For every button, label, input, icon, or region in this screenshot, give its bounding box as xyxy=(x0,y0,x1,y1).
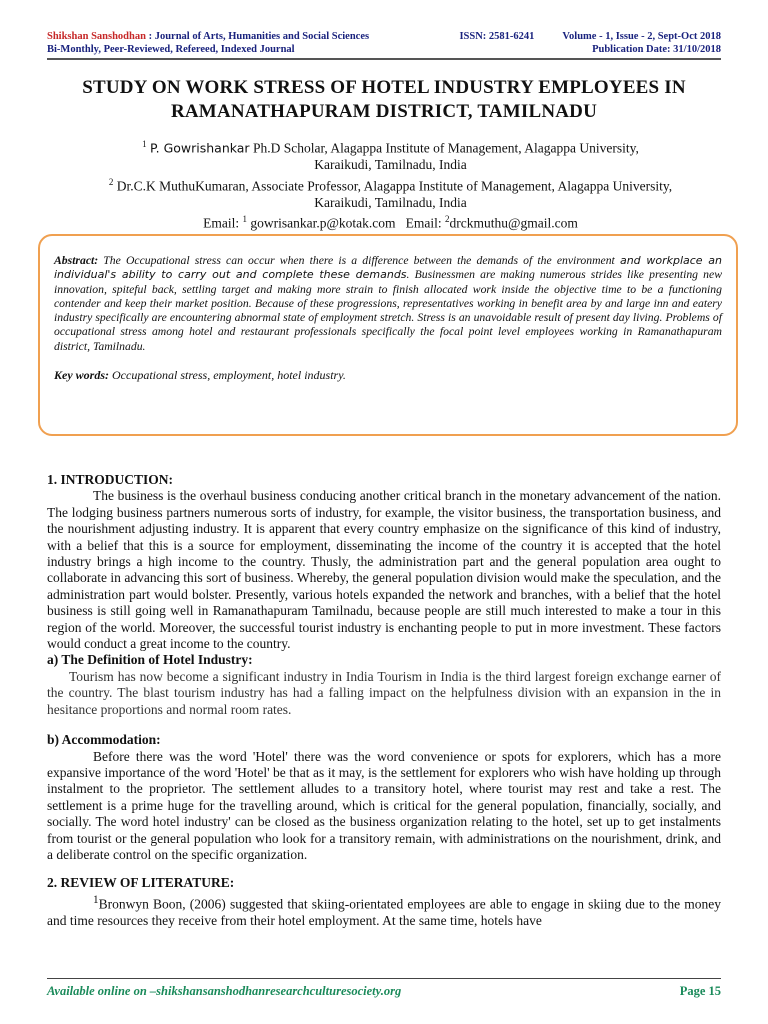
journal-name: Shikshan Sanshodhan xyxy=(47,31,146,42)
journal-subtitle: : Journal of Arts, Humanities and Social Sciences xyxy=(148,31,370,42)
publication-date: Publication Date: 31/10/2018 xyxy=(592,44,721,55)
page-footer xyxy=(47,984,721,999)
author-1-affiliation: Ph.D Scholar, Alagappa Institute of Management, Alagappa University, xyxy=(249,140,639,156)
accommodation-paragraph: Before there was the word 'Hotel' there was the word convenience or spots for explorers, which has a more expansive importance of the word 'Hotel' be that as it may, is the settlement for explorers who wish have holding up through instalment to the proprietor. The settlement alludes to a transitory hotel, where tourist may rest and take a rest. The settlement is a prime huge for the travelling around, which is critical for the general population, financially, socially, and socially. The word hotel industry' can be closed as the business organization relating to the hotel, set up to get instalments from tourist or the general population who look for a transitory remain, with administrations on the nourishment, drink, and a deliberate control on the specific organization. xyxy=(47,748,721,862)
section-heading-literature: 2. REVIEW OF LITERATURE: xyxy=(47,875,235,891)
abstract-label: Abstract: xyxy=(54,254,99,267)
availability-link[interactable]: Available online on –shikshansanshodhanresearchculturesociety.org xyxy=(47,984,402,998)
author-block xyxy=(60,136,721,232)
footer-divider xyxy=(47,978,721,979)
author-1-location: Karaikudi, Tamilnadu, India xyxy=(314,157,467,172)
author-2-affiliation: Dr.C.K MuthuKumaran, Associate Professor, Alagappa Institute of Management, Alagappa University, xyxy=(116,178,673,193)
literature-paragraph: $^1$Bronwyn Boon, (2006) suggested that skiing-orientated employees are able to engage in skiing due to the money and time resources they receive from their hotel employment. At the same time, hotels have xyxy=(47,893,721,928)
definition-paragraph: Tourism has now become a significant industry in India Tourism in India is the third largest foreign exchange earner of the country. The blast tourism industry has had a falling impact on the helpfulness division with an expansion in the in hesitance proportions and normal room rates. xyxy=(47,668,721,717)
subsection-heading-definition: a) The Definition of Hotel Industry: xyxy=(47,652,253,668)
running-header xyxy=(47,30,721,56)
author-1-name: P. Gowrishankar xyxy=(150,140,250,156)
section-heading-introduction: 1. INTRODUCTION: xyxy=(47,472,174,487)
keywords: Key words: Occupational stress, employment, hotel industry. xyxy=(54,368,346,383)
author-2: $^2$ Dr.C.K MuthuKumaran, Associate Professor, Alagappa Institute of Management, Alagappa University, xyxy=(108,176,673,193)
issn: ISSN: 2581-6241 xyxy=(459,31,535,42)
body-text xyxy=(47,472,721,929)
title-line-1: STUDY ON WORK STRESS OF HOTEL INDUSTRY EMPLOYEES IN xyxy=(82,77,686,98)
title-line-2: RAMANATHAPURAM DISTRICT, TAMILNADU xyxy=(170,101,598,122)
author-1: $^1$ P. Gowrishankar Ph.D Scholar, Alagappa Institute of Management, Alagappa University, xyxy=(142,139,639,156)
journal-title xyxy=(47,30,369,43)
email-2: drckmuthu@gmail.com xyxy=(449,215,578,231)
author-2-location: Karaikudi, Tamilnadu, India xyxy=(314,194,467,210)
subsection-heading-accommodation: b) Accommodation: xyxy=(47,732,161,748)
email-1: gowrisankar.p@kotak.com xyxy=(247,215,396,231)
email-line: Email: $^1$ gowrisankar.p@kotak.com Email: $^2$drckmuthu@gmail.com xyxy=(203,214,578,231)
volume: Volume - 1, Issue - 2, Sept-Oct 2018 xyxy=(562,31,721,42)
issue-info xyxy=(459,30,721,43)
header-divider xyxy=(47,58,721,60)
keywords-label: Key words: xyxy=(54,368,109,383)
paper-title xyxy=(47,76,721,124)
page-number: Page 15 xyxy=(679,984,721,998)
journal-frequency: Bi-Monthly, Peer-Reviewed, Refereed, Indexed Journal xyxy=(47,44,295,55)
introduction-paragraph: The business is the overhaul business conducing another critical branch in the monetary advancement of the nation. The lodging business partners numerous sorts of industry, for example, the visitor business, the transportation business, and the nourishment adjusting industry. It is apparent that every country emphasize on the significance of this kind of industry, with a belief that this is a source for employment, disseminating the income of the country it is accepted that the hotel industry brings a high income to the country. Thusly, the administration part and the general population area ought to collaborate in advancing this sort of business. Whereby, the general population division would make the speculation, and the administration part would bolster. Presently, various hotels expanded the network and branches, with a belief that the hotel business is still going well in Ramanathapuram Tamilnadu, because people are still much interested to make a tour in this region of the world. Moreover, the successful tourist industry is enchanting people to put in more investment. These factors would conduct a great income to the country. xyxy=(47,488,721,652)
abstract-box xyxy=(38,234,738,436)
abstract-text: Abstract: The Occupational stress can occur when there is a difference between the demands of the environment and workplace an individual's ability to carry out and complete these demands. Businessmen are making numerous strides like presenting new innovation, spiteful back, settling target and making more strain to finish allocated work inside the objective time to be a functioning contender and keep their market position. Because of these progressions, representatives working in benefit area by and large inn and eatery industry specifically are encountering abnormal state of employment stretch. Stress is an unavoidable result of present day living. Problems of occupational stress among hotel and restaurant professionals specifically the focal point level employees working in Ramanathapuram district, Tamilnadu. xyxy=(54,254,723,353)
